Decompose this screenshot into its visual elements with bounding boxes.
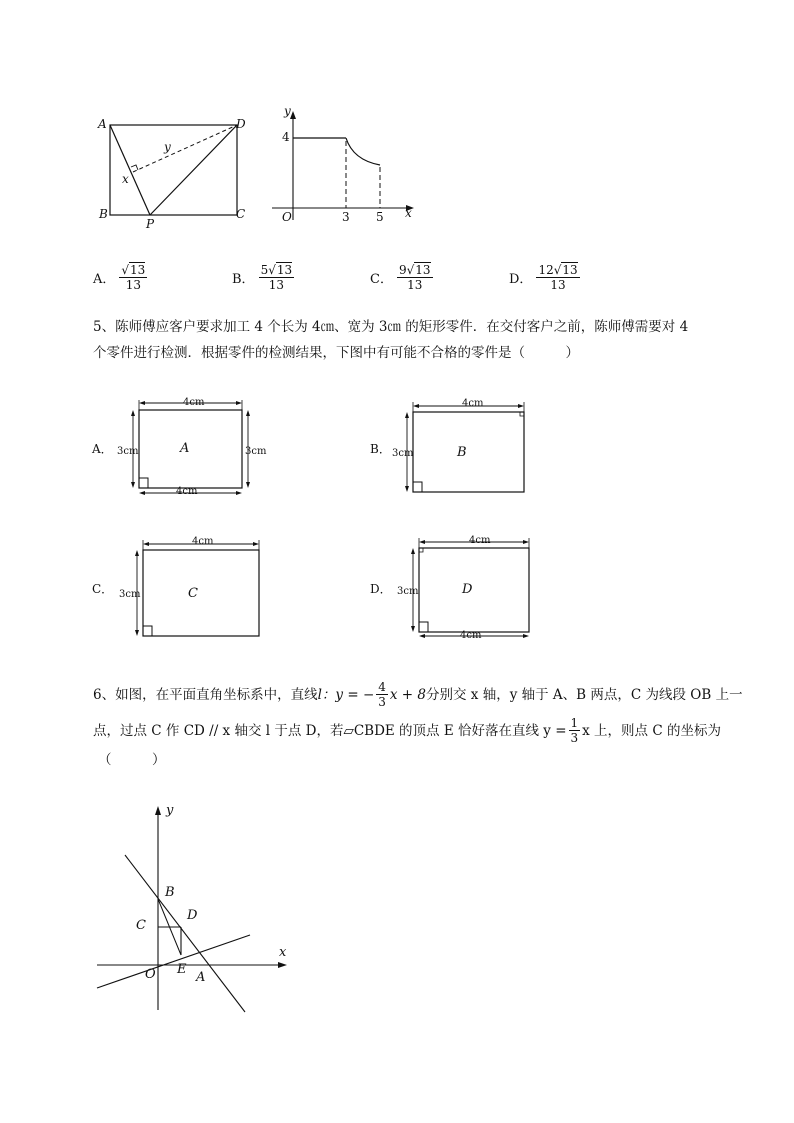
label-x: x [122, 172, 129, 186]
q5-d-name: D [462, 582, 473, 597]
label-y: y [164, 140, 171, 154]
q6-label-x: x [279, 945, 287, 960]
q5-d-left-dim: 3cm [397, 586, 419, 597]
graph-y-axis-label: y [284, 104, 291, 118]
q4-option-a-value: $\frac{√13}{13}$ [121, 263, 146, 292]
q4-option-c[interactable]: C． $\frac{9√13}{13}$ [370, 263, 431, 292]
q6-label-B: B [165, 885, 175, 900]
q6-label-y: y [166, 803, 174, 818]
q5-c-top-dim: 4cm [192, 536, 214, 547]
q5-a-left-dim: 3cm [117, 446, 139, 457]
function-graph [268, 105, 418, 225]
q5-a-name: A [180, 441, 190, 456]
q6-stem-line1: 6、如图，在平面直角坐标系中，直线 l ：y = − $\frac{4}{3}$ x + 8 分别交 x 轴，y 轴于 A、B 两点，C 为线段 OB 上一 [93, 680, 743, 709]
q4-option-d[interactable]: D． $\frac{12√13}{13}$ [509, 263, 578, 292]
q5-stem-line1: 5、陈师傅应客户要求加工 4 个长为 4㎝、宽为 3㎝ 的矩形零件．在交付客户之前，陈师傅需要对 4 [93, 319, 689, 335]
graph-origin: O [282, 210, 292, 224]
q6-label-A: A [196, 970, 206, 985]
graph-x-tick-3: 3 [342, 210, 350, 224]
q4-option-a[interactable]: A． $\frac{√13}{13}$ [93, 263, 146, 292]
q4-option-c-value: $\frac{9√13}{13}$ [398, 263, 431, 292]
q6-label-C: C [136, 918, 146, 933]
q6-answer-blank: （ ） [98, 752, 166, 768]
q5-option-c-letter[interactable]: C． [92, 582, 114, 596]
q6-label-O: O [145, 967, 156, 982]
q5-a-top-dim: 4cm [183, 397, 205, 408]
label-D: D [236, 117, 246, 131]
q5-d-bottom-dim: 4cm [460, 630, 482, 641]
label-B: B [99, 207, 108, 221]
q5-a-bottom-dim: 4cm [176, 486, 198, 497]
graph-x-tick-5: 5 [376, 210, 384, 224]
q5-a-right-dim: 3cm [245, 446, 267, 457]
q5-b-top-dim: 4cm [462, 398, 484, 409]
label-P: P [146, 217, 155, 231]
q4-option-b[interactable]: B． $\frac{5√13}{13}$ [232, 263, 293, 292]
graph-x-axis-label: x [405, 206, 412, 220]
q5-option-a-letter[interactable]: A． [92, 442, 113, 456]
q5-d-top-dim: 4cm [469, 535, 491, 546]
q4-option-b-value: $\frac{5√13}{13}$ [260, 263, 293, 292]
q4-option-d-value: $\frac{12√13}{13}$ [538, 263, 578, 292]
q5-stem-line2: 个零件进行检测．根据零件的检测结果，下图中有可能不合格的零件是（ ） [93, 345, 579, 361]
q5-option-b-letter[interactable]: B． [370, 442, 391, 456]
q5-b-name: B [457, 445, 467, 460]
label-C: C [236, 207, 246, 221]
graph-y-tick-4: 4 [282, 130, 290, 144]
q6-label-E: E [177, 962, 187, 977]
q5-b-left-dim: 3cm [392, 448, 414, 459]
q5-c-left-dim: 3cm [119, 589, 141, 600]
q6-label-D: D [187, 908, 198, 923]
q5-c-name: C [188, 586, 198, 601]
rectangle-figure [90, 110, 260, 235]
q5-option-d-letter[interactable]: D． [370, 582, 392, 596]
label-A: A [98, 117, 107, 131]
q6-stem-line2: 点，过点 C 作 CD // x 轴交 l 于点 D，若▱CBDE 的顶点 E 恰好落在直线 y = $\frac{1}{3}$ x 上，则点 C 的坐标为 [93, 716, 721, 745]
